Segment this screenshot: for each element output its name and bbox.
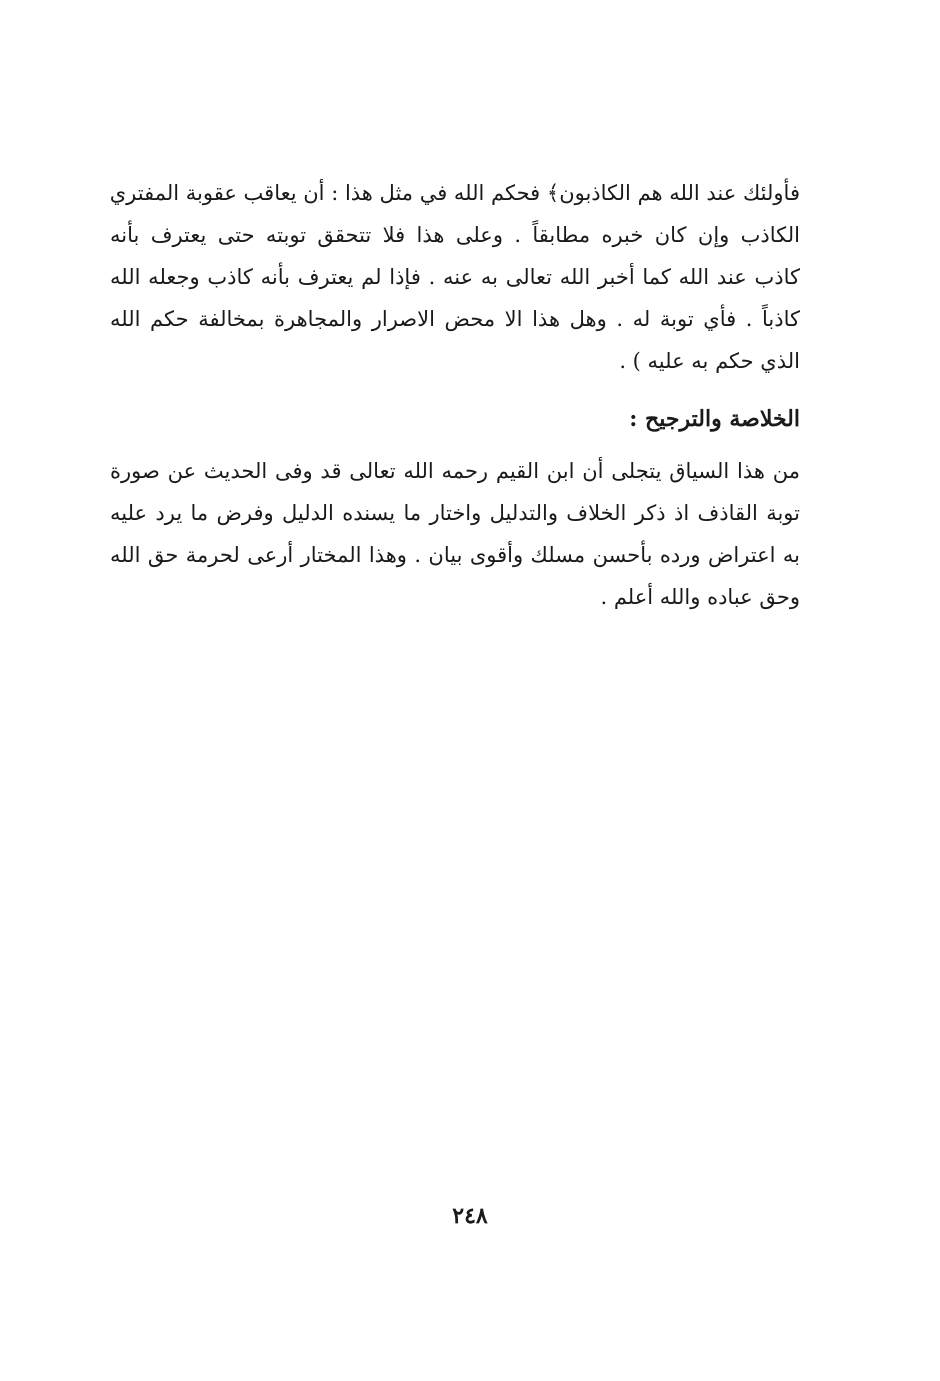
paragraph-line: فأولئك عند الله هم الكاذبون﴾ فحكم الله في مثل هذا : أن يعاقب عقوبة المفتري [110, 181, 800, 205]
page-number: ٢٤٨ [452, 1203, 488, 1229]
paragraph-line: الذي حكم به عليه ) . [619, 349, 800, 373]
section-heading: الخلاصة والترجيح : [629, 406, 800, 432]
paragraph-line: وحق عباده والله أعلم . [600, 585, 800, 609]
paragraph-line: الكاذب وإن كان خبره مطابقاً . وعلى هذا فلا تتحقق توبته حتى يعترف بأنه [110, 223, 800, 247]
paragraph-line: من هذا السياق يتجلى أن ابن القيم رحمه الله تعالى قد وفى الحديث عن صورة [110, 459, 800, 483]
paragraph-line: به اعتراض ورده بأحسن مسلك وأقوى بيان . وهذا المختار أرعى لحرمة حق الله [110, 543, 800, 567]
conclusion-paragraph [110, 450, 800, 618]
paragraph-line: كاذب عند الله كما أخبر الله تعالى به عنه . فإذا لم يعترف بأنه كاذب وجعله الله [110, 265, 800, 289]
paragraph-line: كاذباً . فأي توبة له . وهل هذا الا محض الاصرار والمجاهرة بمخالفة حكم الله [110, 307, 800, 331]
paragraph-line: توبة القاذف اذ ذكر الخلاف والتدليل واختار ما يسنده الدليل وفرض ما يرد عليه [110, 501, 800, 525]
quote-paragraph [110, 172, 800, 382]
